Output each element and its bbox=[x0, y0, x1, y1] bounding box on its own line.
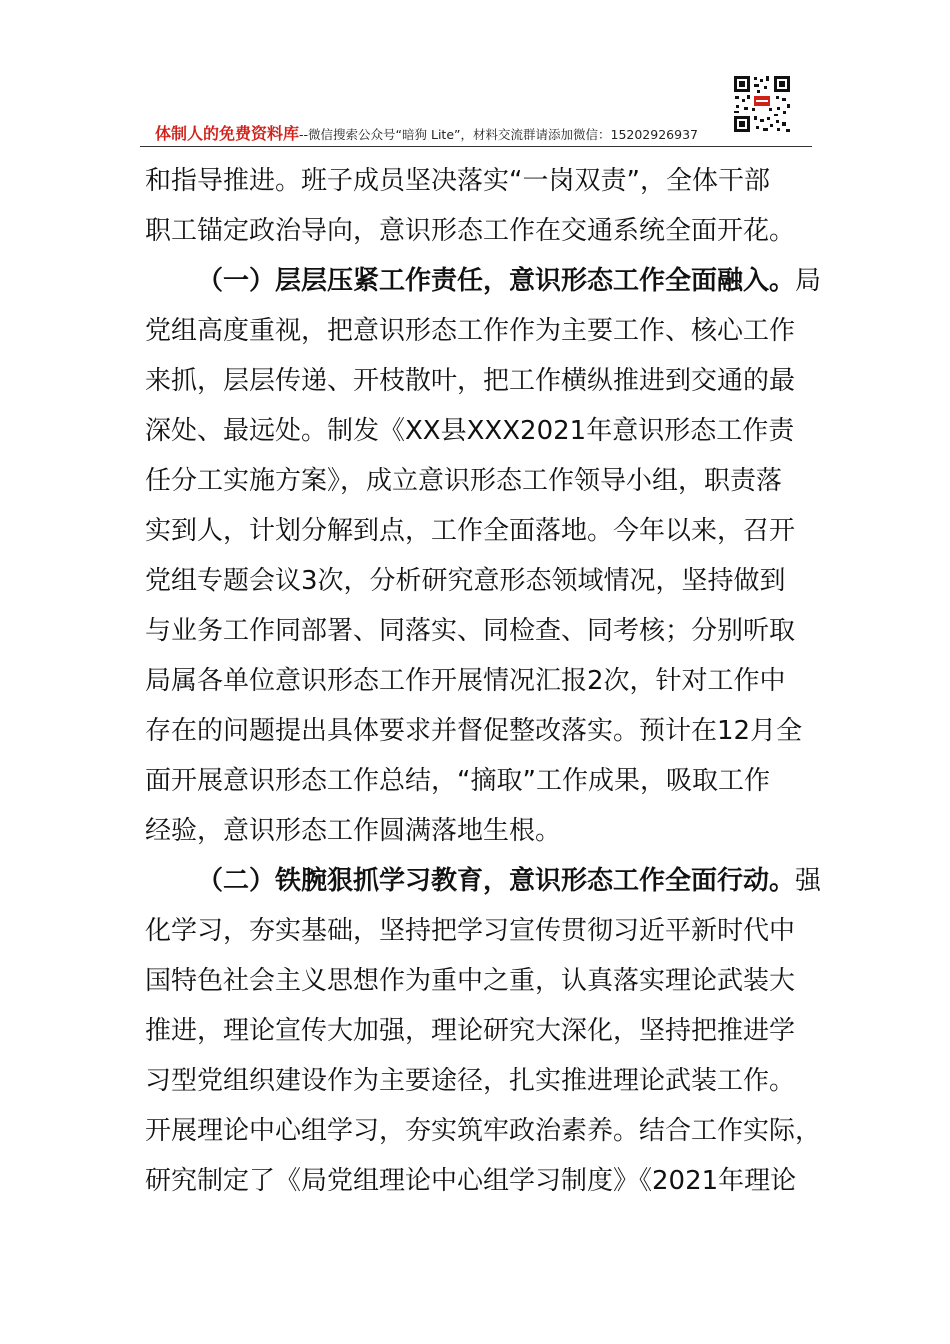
qr-code-icon bbox=[732, 74, 792, 134]
text-line: 存在的问题提出具体要求并督促整改落实。预计在12月全 bbox=[145, 716, 803, 746]
text-line: 党组高度重视，把意识形态工作作为主要工作、核心工作 bbox=[145, 316, 796, 346]
section-heading: （一）层层压紧工作责任，意识形态工作全面融入。 bbox=[197, 266, 796, 296]
document-body bbox=[145, 156, 822, 1206]
header-rule bbox=[140, 146, 812, 147]
text-line: 面开展意识形态工作总结，“摘取”工作成果，吸取工作 bbox=[145, 766, 770, 796]
text-line: 和指导推进。班子成员坚决落实“一岗双责”，全体干部 bbox=[145, 166, 770, 196]
section-heading: （二）铁腕狠抓学习教育，意识形态工作全面行动。 bbox=[197, 866, 796, 896]
text-line: 实到人，计划分解到点，工作全面落地。今年以来，召开 bbox=[145, 516, 796, 546]
text-line: 国特色社会主义思想作为重中之重，认真落实理论武装大 bbox=[145, 966, 796, 996]
text-run: 局 bbox=[795, 266, 822, 296]
header-text bbox=[155, 121, 698, 144]
text-line: 推进，理论宣传大加强，理论研究大深化，坚持把推进学 bbox=[145, 1016, 796, 1046]
text-line: 化学习，夯实基础，坚持把学习宣传贯彻习近平新时代中 bbox=[145, 916, 796, 946]
text-line: 习型党组织建设作为主要途径，扎实推进理论武装工作。 bbox=[145, 1066, 796, 1096]
text-line: 职工锚定政治导向，意识形态工作在交通系统全面开花。 bbox=[145, 216, 796, 246]
text-line: 开展理论中心组学习，夯实筑牢政治素养。结合工作实际， bbox=[145, 1116, 822, 1146]
text-line: 深处、最远处。制发《XX县XXX2021年意识形态工作责 bbox=[145, 416, 795, 446]
text-line: 任分工实施方案》，成立意识形态工作领导小组，职责落 bbox=[145, 466, 783, 496]
text-line: 来抓，层层传递、开枝散叶，把工作横纵推进到交通的最 bbox=[145, 366, 796, 396]
section-heading-line bbox=[145, 256, 822, 306]
text-line: 与业务工作同部署、同落实、同检查、同考核；分别听取 bbox=[145, 616, 796, 646]
text-run: 强 bbox=[795, 866, 822, 896]
header-slogan: --微信搜索公众号“暗狗 Lite”，材料交流群请添加微信：15202926937 bbox=[299, 127, 698, 142]
section-heading-line bbox=[145, 856, 822, 906]
text-line: 党组专题会议3次，分析研究意形态领域情况，坚持做到 bbox=[145, 566, 786, 596]
text-line: 经验，意识形态工作圆满落地生根。 bbox=[145, 816, 562, 846]
text-line: 研究制定了《局党组理论中心组学习制度》《2021年理论 bbox=[145, 1166, 797, 1196]
text-line: 局属各单位意识形态工作开展情况汇报2次，针对工作中 bbox=[145, 666, 786, 696]
header-brand: 体制人的免费资料库 bbox=[155, 124, 300, 143]
document-header bbox=[140, 118, 812, 146]
